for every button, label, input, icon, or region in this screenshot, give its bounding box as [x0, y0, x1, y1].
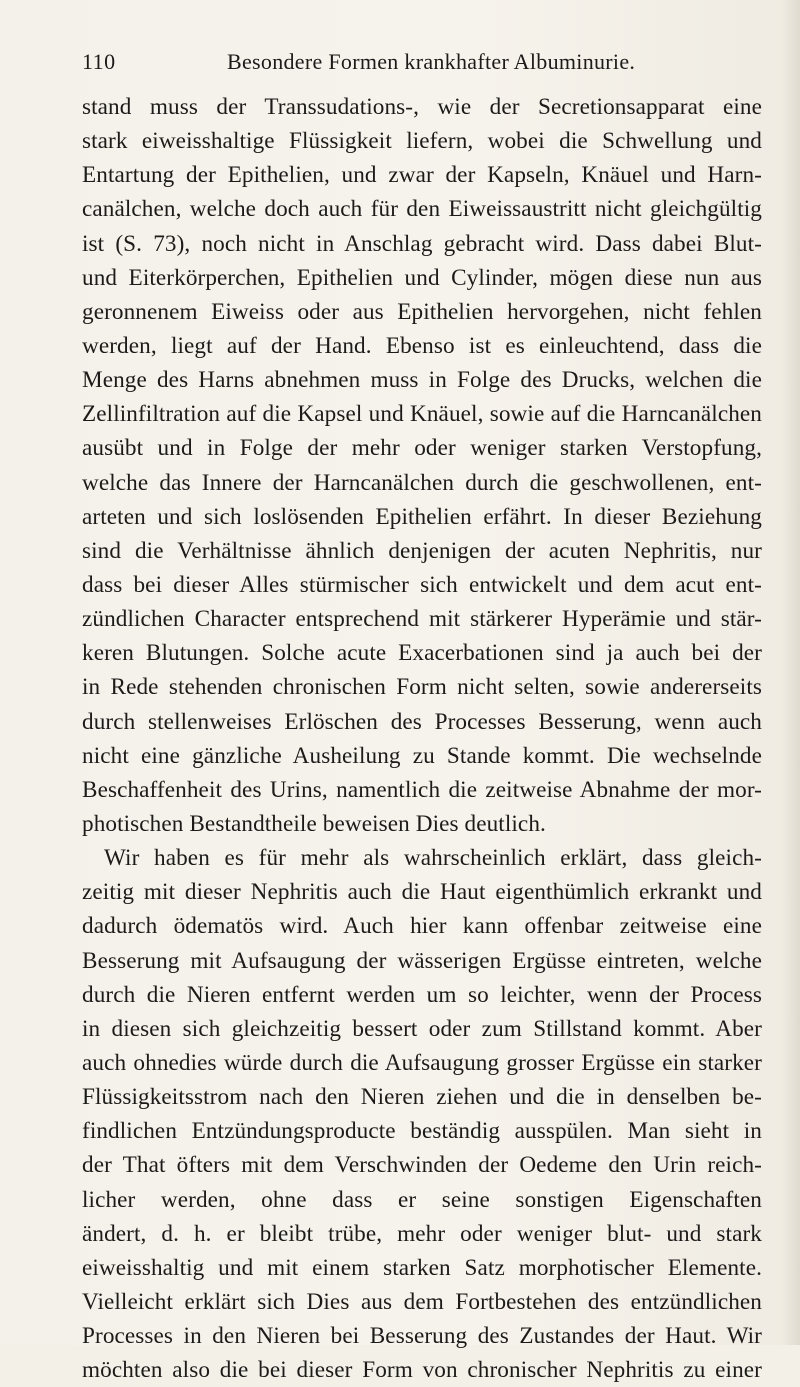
text-line: der That öfters mit dem Verschwinden der Oedeme den Urin reich-	[82, 1152, 762, 1179]
text-line: Entartung der Epithelien, und zwar der Kapseln, Knäuel und Harn-	[82, 162, 762, 189]
text-line: Beschaffenheit des Urins, namentlich die zeitweise Abnahme der mor-	[82, 776, 762, 803]
text-line: und Eiterkörperchen, Epithelien und Cylinder, mögen diese nun aus	[82, 264, 762, 291]
page-number: 110	[82, 49, 116, 74]
text-line: stand muss der Transsudations-, wie der Secretionsapparat eine	[82, 94, 762, 120]
text-line: durch die Nieren entfernt werden um so leichter, wenn der Process	[82, 981, 762, 1008]
text-line: stark eiweisshaltige Flüssigkeit liefern, wobei die Schwellung und	[82, 128, 762, 155]
running-title: Besondere Formen krankhafter Albuminurie.	[227, 49, 636, 74]
text-line: in diesen sich gleichzeitig bessert oder zum Stillstand kommt. Aber	[82, 1015, 762, 1042]
text-line: geronnenem Eiweiss oder aus Epithelien hervorgehen, nicht fehlen	[82, 298, 762, 325]
text-line: welche das Innere der Harncanälchen durch die geschwollenen, ent-	[82, 469, 762, 496]
text-line: Menge des Harns abnehmen muss in Folge des Drucks, welchen die	[82, 367, 762, 394]
text-line: ausübt und in Folge der mehr oder weniger starken Verstopfung,	[82, 435, 762, 462]
text-line: Besserung mit Aufsaugung der wässerigen Ergüsse eintreten, welche	[82, 947, 762, 974]
text-line: dadurch ödematös wird. Auch hier kann offenbar zeitweise eine	[82, 913, 762, 940]
text-line: Vielleicht erklärt sich Dies aus dem Fortbestehen des entzündlichen	[82, 1288, 762, 1315]
text-line: findlichen Entzündungsproducte beständig ausspülen. Man sieht in	[82, 1118, 762, 1145]
text-line: keren Blutungen. Solche acute Exacerbationen sind ja auch bei der	[82, 640, 762, 667]
text-line: zeitig mit dieser Nephritis auch die Haut eigenthümlich erkrankt und	[82, 879, 762, 906]
text-line: arteten und sich loslösenden Epithelien erfährt. In dieser Beziehung	[82, 503, 762, 530]
paragraph-last-line: photischen Bestandtheile beweisen Dies deutlich.	[82, 810, 546, 837]
body-text	[82, 90, 762, 1387]
paragraph-first-line: Wir haben es für mehr als wahrscheinlich erklärt, dass gleich-	[104, 845, 762, 872]
text-line: nicht eine gänzliche Ausheilung zu Stande kommt. Die wechselnde	[82, 742, 762, 769]
text-line: licher werden, ohne dass er seine sonstigen Eigenschaften	[82, 1186, 762, 1213]
page-header	[82, 49, 762, 79]
text-line: zündlichen Character entsprechend mit stärkerer Hyperämie und stär-	[82, 606, 762, 633]
text-line: canälchen, welche doch auch für den Eiweissaustritt nicht gleichgültig	[82, 196, 762, 223]
text-line: ist (S. 73), noch nicht in Anschlag gebracht wird. Dass dabei Blut-	[82, 230, 762, 257]
text-line: ändert, d. h. er bleibt trübe, mehr oder weniger blut- und stark	[82, 1220, 762, 1247]
page-edge-shadow	[782, 0, 800, 1345]
text-line: Flüssigkeitsstrom nach den Nieren ziehen und die in denselben be-	[82, 1084, 762, 1111]
text-line: Zellinfiltration auf die Kapsel und Knäuel, sowie auf die Harncanälchen	[82, 401, 762, 428]
text-line: eiweisshaltig und mit einem starken Satz morphotischer Elemente.	[82, 1254, 762, 1281]
text-line: durch stellenweises Erlöschen des Processes Besserung, wenn auch	[82, 708, 762, 735]
text-line: in Rede stehenden chronischen Form nicht selten, sowie andererseits	[82, 674, 762, 701]
text-line: werden, liegt auf der Hand. Ebenso ist es einleuchtend, dass die	[82, 332, 762, 359]
text-line: Processes in den Nieren bei Besserung des Zustandes der Haut. Wir	[82, 1323, 762, 1350]
text-line: sind die Verhältnisse ähnlich denjenigen der acuten Nephritis, nur	[82, 537, 762, 564]
text-line: möchten also die bei dieser Form von chronischer Nephritis zu einer	[82, 1357, 762, 1384]
text-line: dass bei dieser Alles stürmischer sich entwickelt und dem acut ent-	[82, 571, 762, 598]
text-line: auch ohnedies würde durch die Aufsaugung grosser Ergüsse ein starker	[82, 1049, 762, 1076]
